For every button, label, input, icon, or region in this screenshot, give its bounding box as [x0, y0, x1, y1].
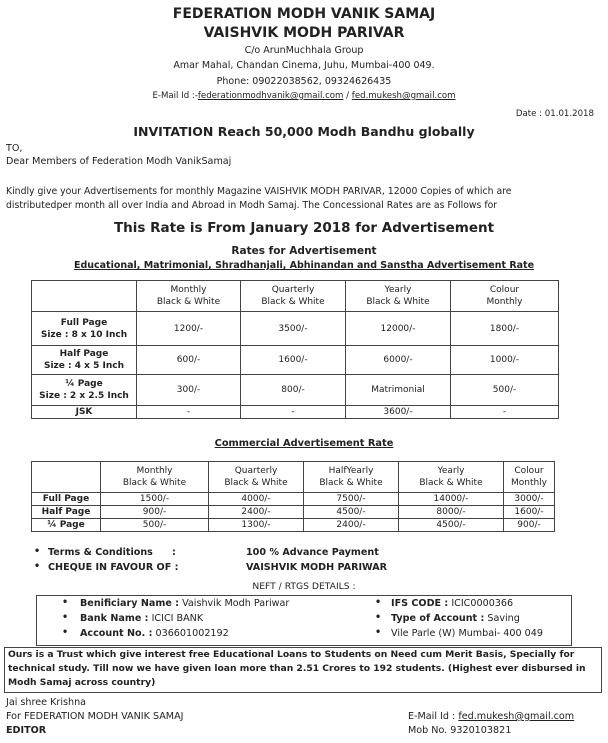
table-cell: 1500/-: [101, 493, 209, 506]
table-cell: -: [451, 406, 559, 419]
table-cell: 500/-: [451, 375, 559, 406]
org-title: FEDERATION MODH VANIK SAMAJ: [172, 6, 436, 22]
trust-line-1: Ours is a Trust which give interest free Educational Loans to Students on Need cum Merit Basis, Specially for: [8, 649, 575, 660]
neft-title: NEFT / RTGS DETAILS :: [252, 581, 356, 592]
bullet-icon: •: [34, 561, 41, 572]
magazine-title: VAISHVIK MODH PARIVAR: [203, 25, 405, 41]
terms-value: 100 % Advance Payment: [246, 547, 379, 558]
trust-line-2: technical study. Till now we have given loan more than 2.51 Crores to 192 students. (Highest ever disbursed in: [8, 663, 586, 674]
bullet-icon: •: [62, 627, 69, 638]
table-cell: 500/-: [101, 519, 209, 532]
table-cell: 1600/-: [504, 506, 555, 519]
column-header: HalfYearly Black & White: [304, 462, 399, 493]
email-link-2[interactable]: fed.mukesh@gmail.com: [351, 91, 456, 101]
footer-mobile: Mob No. 9320103821: [408, 725, 512, 736]
bullet-icon: •: [62, 612, 69, 623]
column-header: Yearly Black & White: [346, 281, 451, 312]
email-label: E-Mail Id :-: [152, 91, 198, 101]
cheque-label: CHEQUE IN FAVOUR OF :: [48, 562, 179, 573]
table-cell: 14000/-: [399, 493, 504, 506]
column-header: Quarterly Black & White: [209, 462, 304, 493]
table-row: [32, 493, 555, 506]
table-row: [32, 519, 555, 532]
table-cell: 3600/-: [346, 406, 451, 419]
ifs-line: IFS CODE : ICIC0000366: [391, 598, 514, 609]
bullet-icon: •: [375, 627, 382, 638]
row-header: ¼ Page Size : 2 x 2.5 Inch: [32, 375, 137, 406]
row-header: Half Page: [32, 506, 101, 519]
beneficiary-line: Benificiary Name : Vaishvik Modh Pariwar: [80, 598, 290, 609]
email-line: [0, 91, 608, 101]
rates-table: [31, 280, 559, 419]
table-cell: 4500/-: [399, 519, 504, 532]
rate-from-heading: This Rate is From January 2018 for Advertisement: [113, 220, 495, 236]
row-header: ¼ Page: [32, 519, 101, 532]
column-header: Yearly Black & White: [399, 462, 504, 493]
table-corner: [32, 462, 101, 493]
row-header: Half Page Size : 4 x 5 Inch: [32, 346, 137, 375]
column-header: Monthly Black & White: [101, 462, 209, 493]
table-row: [32, 312, 559, 346]
account-type-line: Type of Account : Saving: [391, 613, 520, 624]
to-line: TO,: [6, 143, 23, 154]
salutation: Dear Members of Federation Modh VanikSamaj: [6, 156, 232, 167]
table-cell: 3000/-: [504, 493, 555, 506]
table-cell: 4500/-: [304, 506, 399, 519]
footer-email-line: E-Mail Id : fed.mukesh@gmail.com: [408, 711, 575, 722]
table-cell: 1600/-: [241, 346, 346, 375]
table-cell: 2400/-: [209, 506, 304, 519]
rates-title: Rates for Advertisement: [231, 245, 377, 257]
terms-colon: :: [172, 547, 176, 558]
bullet-icon: •: [34, 546, 41, 557]
table-cell: 800/-: [241, 375, 346, 406]
table-row: [32, 375, 559, 406]
greeting: Jai shree Krishna: [6, 697, 87, 708]
table-cell: 300/-: [137, 375, 241, 406]
table-cell: 600/-: [137, 346, 241, 375]
phone-line: Phone: 09022038562, 09324626435: [216, 76, 392, 87]
rates-subtitle: Educational, Matrimonial, Shradhanjali, Abhinandan and Sanstha Advertisement Rate: [73, 260, 535, 271]
column-header: Colour Monthly: [504, 462, 555, 493]
column-header: Quarterly Black & White: [241, 281, 346, 312]
row-header: JSK: [32, 406, 137, 419]
email-separator: /: [343, 91, 352, 101]
address-line-1: C/o ArunMuchhala Group: [244, 45, 364, 56]
footer-email-link[interactable]: fed.mukesh@gmail.com: [458, 711, 575, 722]
branch-line: Vile Parle (W) Mumbai- 400 049: [391, 628, 543, 639]
table-cell: 1000/-: [451, 346, 559, 375]
table-cell: 7500/-: [304, 493, 399, 506]
table-cell: Matrimonial: [346, 375, 451, 406]
terms-label: Terms & Conditions: [48, 547, 153, 558]
table-row: [32, 506, 555, 519]
intro-line-2: distributedper month all over India and Abroad in Modh Samaj. The Concessional Rates are as Follows for: [6, 200, 498, 211]
table-cell: 6000/-: [346, 346, 451, 375]
table-cell: 1800/-: [451, 312, 559, 346]
bullet-icon: •: [375, 597, 382, 608]
account-line: Account No. : 036601002192: [80, 628, 229, 639]
commercial-title: Commercial Advertisement Rate: [214, 438, 394, 449]
table-cell: 1300/-: [209, 519, 304, 532]
table-cell: 12000/-: [346, 312, 451, 346]
row-header: Full Page Size : 8 x 10 Inch: [32, 312, 137, 346]
trust-line-3: Modh Samaj across country): [8, 677, 156, 688]
table-cell: 2400/-: [304, 519, 399, 532]
bank-name-line: Bank Name : ICICI BANK: [80, 613, 204, 624]
table-cell: 4000/-: [209, 493, 304, 506]
bullet-icon: •: [375, 612, 382, 623]
intro-line-1: Kindly give your Advertisements for monthly Magazine VAISHVIK MODH PARIVAR, 12000 Copies of which are: [6, 186, 512, 197]
table-cell: -: [137, 406, 241, 419]
date: Date : 01.01.2018: [515, 109, 594, 119]
column-header: Monthly Black & White: [137, 281, 241, 312]
cheque-value: VAISHVIK MODH PARIWAR: [246, 562, 388, 573]
table-row: [32, 406, 559, 419]
commercial-rates-table: [31, 461, 555, 532]
table-cell: 900/-: [504, 519, 555, 532]
table-cell: 3500/-: [241, 312, 346, 346]
signature-org: For FEDERATION MODH VANIK SAMAJ: [6, 711, 184, 722]
table-corner: [32, 281, 137, 312]
column-header: Colour Monthly: [451, 281, 559, 312]
bullet-icon: •: [62, 597, 69, 608]
signature-title: EDITOR: [6, 725, 47, 736]
row-header: Full Page: [32, 493, 101, 506]
table-cell: 1200/-: [137, 312, 241, 346]
table-cell: 900/-: [101, 506, 209, 519]
address-line-2: Amar Mahal, Chandan Cinema, Juhu, Mumbai-400 049.: [173, 60, 435, 71]
table-cell: 8000/-: [399, 506, 504, 519]
invitation-heading: INVITATION Reach 50,000 Modh Bandhu globally: [133, 124, 475, 139]
table-cell: -: [241, 406, 346, 419]
table-row: [32, 346, 559, 375]
email-link-1[interactable]: federationmodhvanik@gmail.com: [197, 91, 344, 101]
